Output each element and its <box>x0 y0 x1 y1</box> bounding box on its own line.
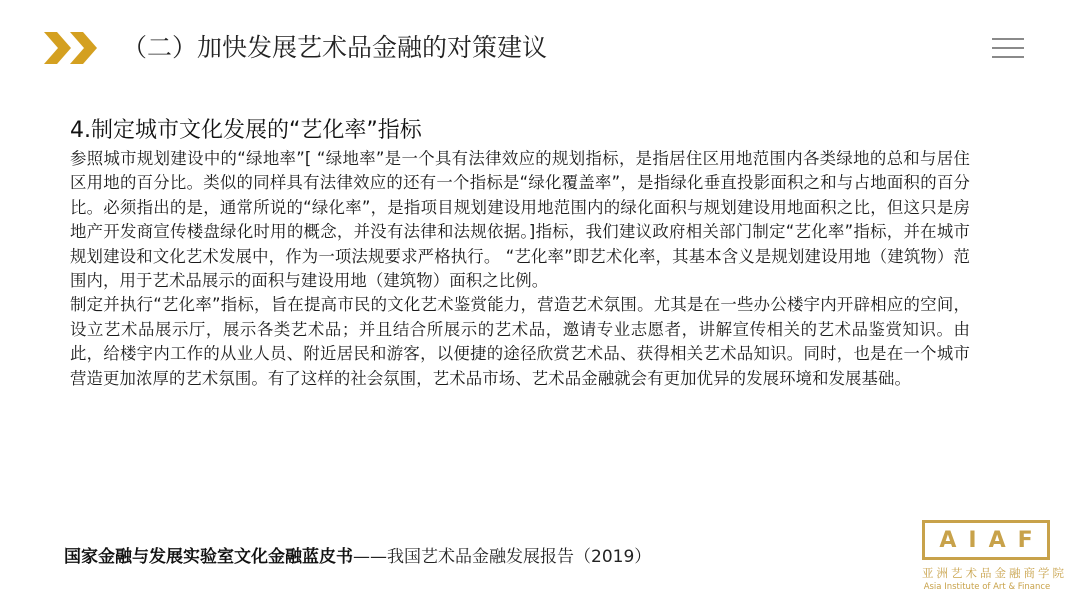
page-title: （二）加快发展艺术品金融的对策建议 <box>122 33 548 62</box>
paragraph-2: 制定并执行“艺化率”指标，旨在提高市民的文化艺术鉴赏能力，营造艺术氛围。尤其是在一些办公楼宇内开辟相应的空间，设立艺术品展示厅，展示各类艺术品；并且结合所展示的艺术品，邀请专业志愿者，讲解宣传相关的艺术品鉴赏知识。由此，给楼宇内工作的从业人员、附近居民和游客，以便捷的途径欣赏艺术品、获得相关艺术品知识。同时，也是在一个城市营造更加浓厚的艺术氛围。有了这样的社会氛围，艺术品市场、艺术品金融就会有更加优异的发展环境和发展基础。 <box>70 295 970 388</box>
main-content <box>70 117 970 391</box>
logo-letters: AIAF <box>939 527 1045 553</box>
footer-subtitle: ——我国艺术品金融发展报告（2019） <box>353 547 652 567</box>
double-chevron-icon <box>44 32 102 64</box>
logo-english-name: Asia Institute of Art & Finance <box>923 582 1051 592</box>
footer-citation <box>64 545 651 569</box>
paragraph-1: 参照城市规划建设中的“绿地率”[ “绿地率”是一个具有法律效应的规划指标，是指居住区用地范围内各类绿地的总和与居住区用地的百分比。类似的同样具有法律效应的还有一个指标是“绿化覆盖率”，是指绿化垂直投影面积之和与占地面积的百分比。必须指出的是，通常所说的“绿化率”，是指项目规划建设用地范围内的绿化面积与规划建设用地面积之比，但这只是房地产开发商宣传楼盘绿化时用的概念，并没有法律和法规依据。]指标，我们建议政府相关部门制定“艺化率”指标，并在城市规划建设和文化艺术发展中，作为一项法规要求严格执行。 “艺化率”即艺术化率，其基本含义是规划建设用地（建筑物）范围内，用于艺术品展示的面积与建设用地（建筑物）面积之比例。 <box>70 149 970 291</box>
footer-bold-title: 国家金融与发展实验室文化金融蓝皮书 <box>64 547 353 567</box>
hamburger-menu-icon[interactable] <box>992 38 1024 60</box>
logo-chinese-name: 亚洲艺术品金融商学院 <box>922 566 1067 580</box>
section-heading: 4.制定城市文化发展的“艺化率”指标 <box>70 118 422 143</box>
aiaf-logo <box>922 520 1050 560</box>
